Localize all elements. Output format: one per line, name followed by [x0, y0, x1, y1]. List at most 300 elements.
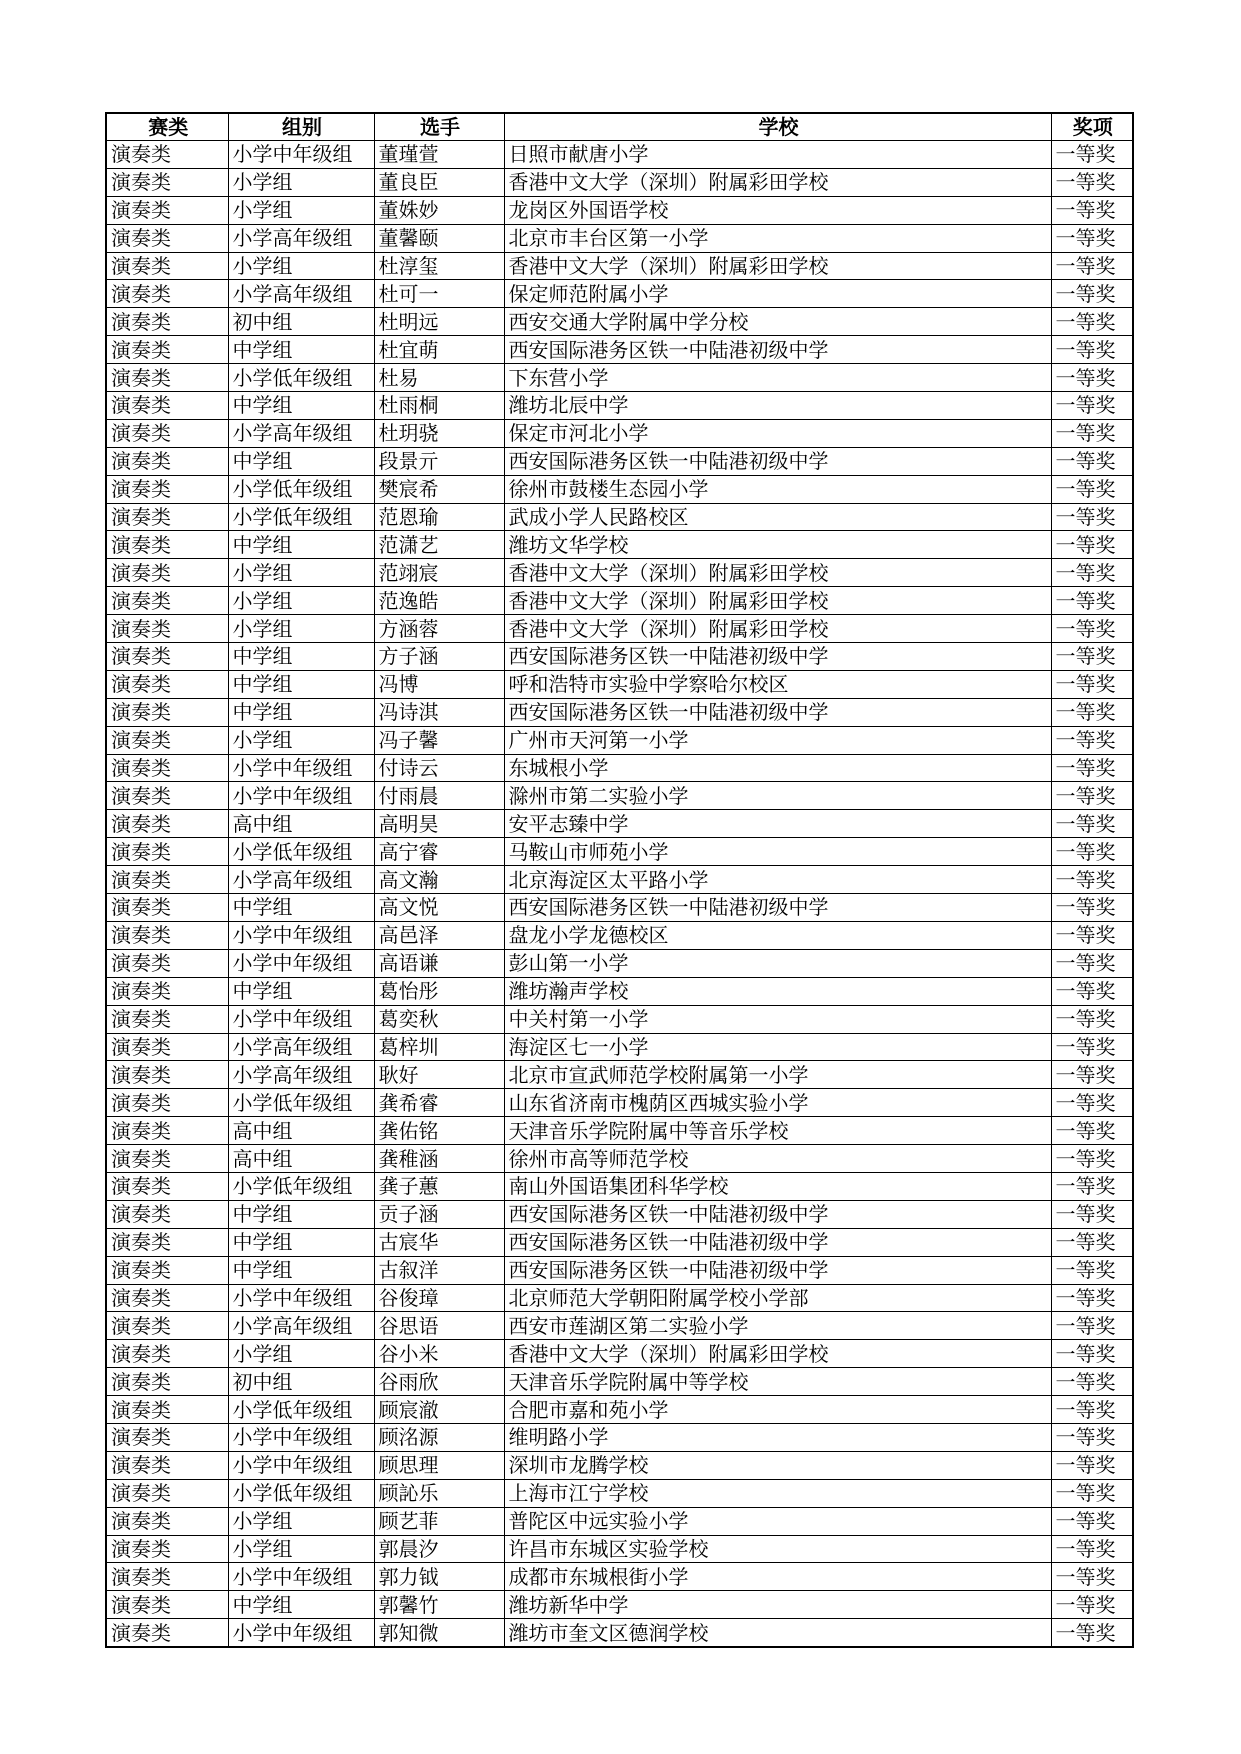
- school-cell: 西安交通大学附属中学分校: [504, 308, 1051, 336]
- school-cell: 日照市献唐小学: [504, 141, 1051, 169]
- table-row: [106, 1284, 1133, 1312]
- category-cell: 演奏类: [106, 1089, 228, 1117]
- category-cell: 演奏类: [106, 1535, 228, 1563]
- category-cell: 演奏类: [106, 252, 228, 280]
- group-cell: 中学组: [228, 1256, 374, 1284]
- school-cell: 香港中文大学（深圳）附属彩田学校: [504, 587, 1051, 615]
- award-cell: 一等奖: [1051, 949, 1133, 977]
- school-cell: 香港中文大学（深圳）附属彩田学校: [504, 252, 1051, 280]
- group-cell: 小学组: [228, 1340, 374, 1368]
- group-cell: 中学组: [228, 447, 374, 475]
- table-row: [106, 224, 1133, 252]
- category-cell: 演奏类: [106, 224, 228, 252]
- table-row: [106, 754, 1133, 782]
- player-cell: 樊宸希: [374, 475, 504, 503]
- award-cell: 一等奖: [1051, 615, 1133, 643]
- school-cell: 南山外国语集团科华学校: [504, 1172, 1051, 1200]
- school-cell: 普陀区中远实验小学: [504, 1507, 1051, 1535]
- school-cell: 武成小学人民路校区: [504, 503, 1051, 531]
- table-row: [106, 1340, 1133, 1368]
- player-cell: 贡子涵: [374, 1200, 504, 1228]
- table-row: [106, 196, 1133, 224]
- category-cell: 演奏类: [106, 782, 228, 810]
- group-cell: 高中组: [228, 1117, 374, 1145]
- player-cell: 杜可一: [374, 280, 504, 308]
- table-row: [106, 1396, 1133, 1424]
- award-cell: 一等奖: [1051, 643, 1133, 671]
- school-cell: 北京市宣武师范学校附属第一小学: [504, 1061, 1051, 1089]
- award-table: [105, 112, 1134, 1648]
- award-cell: 一等奖: [1051, 392, 1133, 420]
- player-cell: 杜易: [374, 364, 504, 392]
- school-cell: 保定师范附属小学: [504, 280, 1051, 308]
- header-player: 选手: [374, 113, 504, 141]
- table-row: [106, 838, 1133, 866]
- table-row: [106, 1563, 1133, 1591]
- table-row: [106, 1005, 1133, 1033]
- group-cell: 小学高年级组: [228, 280, 374, 308]
- group-cell: 小学低年级组: [228, 838, 374, 866]
- school-cell: 山东省济南市槐荫区西城实验小学: [504, 1089, 1051, 1117]
- school-cell: 香港中文大学（深圳）附属彩田学校: [504, 615, 1051, 643]
- school-cell: 徐州市高等师范学校: [504, 1145, 1051, 1173]
- player-cell: 高明昊: [374, 810, 504, 838]
- player-cell: 顾宸澈: [374, 1396, 504, 1424]
- player-cell: 冯诗淇: [374, 698, 504, 726]
- award-cell: 一等奖: [1051, 196, 1133, 224]
- school-cell: 天津音乐学院附属中等学校: [504, 1368, 1051, 1396]
- table-row: [106, 894, 1133, 922]
- school-cell: 西安国际港务区铁一中陆港初级中学: [504, 1256, 1051, 1284]
- school-cell: 合肥市嘉和苑小学: [504, 1396, 1051, 1424]
- player-cell: 古宸华: [374, 1228, 504, 1256]
- category-cell: 演奏类: [106, 866, 228, 894]
- school-cell: 北京师范大学朝阳附属学校小学部: [504, 1284, 1051, 1312]
- table-body: [106, 141, 1133, 1648]
- group-cell: 高中组: [228, 1145, 374, 1173]
- player-cell: 郭晨汐: [374, 1535, 504, 1563]
- table-row: [106, 810, 1133, 838]
- award-cell: 一等奖: [1051, 308, 1133, 336]
- award-cell: 一等奖: [1051, 252, 1133, 280]
- table-row: [106, 1423, 1133, 1451]
- school-cell: 西安国际港务区铁一中陆港初级中学: [504, 698, 1051, 726]
- table-row: [106, 1256, 1133, 1284]
- table-row: [106, 1535, 1133, 1563]
- player-cell: 顾艺菲: [374, 1507, 504, 1535]
- player-cell: 冯子馨: [374, 726, 504, 754]
- school-cell: 香港中文大学（深圳）附属彩田学校: [504, 559, 1051, 587]
- award-cell: 一等奖: [1051, 1228, 1133, 1256]
- table-row: [106, 977, 1133, 1005]
- group-cell: 小学低年级组: [228, 364, 374, 392]
- category-cell: 演奏类: [106, 894, 228, 922]
- award-cell: 一等奖: [1051, 1591, 1133, 1619]
- group-cell: 中学组: [228, 670, 374, 698]
- header-group: 组别: [228, 113, 374, 141]
- table-row: [106, 419, 1133, 447]
- school-cell: 广州市天河第一小学: [504, 726, 1051, 754]
- category-cell: 演奏类: [106, 1591, 228, 1619]
- player-cell: 杜雨桐: [374, 392, 504, 420]
- player-cell: 冯博: [374, 670, 504, 698]
- group-cell: 小学低年级组: [228, 1089, 374, 1117]
- category-cell: 演奏类: [106, 921, 228, 949]
- header-category: 赛类: [106, 113, 228, 141]
- table-row: [106, 1312, 1133, 1340]
- player-cell: 段景亓: [374, 447, 504, 475]
- table-row: [106, 1591, 1133, 1619]
- group-cell: 小学低年级组: [228, 1479, 374, 1507]
- school-cell: 西安国际港务区铁一中陆港初级中学: [504, 336, 1051, 364]
- category-cell: 演奏类: [106, 1172, 228, 1200]
- player-cell: 董馨颐: [374, 224, 504, 252]
- group-cell: 小学中年级组: [228, 754, 374, 782]
- player-cell: 高文悦: [374, 894, 504, 922]
- group-cell: 小学中年级组: [228, 921, 374, 949]
- group-cell: 小学低年级组: [228, 475, 374, 503]
- award-cell: 一等奖: [1051, 475, 1133, 503]
- school-cell: 北京市丰台区第一小学: [504, 224, 1051, 252]
- player-cell: 谷雨欣: [374, 1368, 504, 1396]
- award-cell: 一等奖: [1051, 1563, 1133, 1591]
- player-cell: 杜明远: [374, 308, 504, 336]
- category-cell: 演奏类: [106, 1200, 228, 1228]
- school-cell: 许昌市东城区实验学校: [504, 1535, 1051, 1563]
- group-cell: 小学高年级组: [228, 224, 374, 252]
- category-cell: 演奏类: [106, 168, 228, 196]
- school-cell: 西安国际港务区铁一中陆港初级中学: [504, 643, 1051, 671]
- category-cell: 演奏类: [106, 838, 228, 866]
- group-cell: 小学低年级组: [228, 1172, 374, 1200]
- award-cell: 一等奖: [1051, 1033, 1133, 1061]
- table-row: [106, 1479, 1133, 1507]
- school-cell: 东城根小学: [504, 754, 1051, 782]
- school-cell: 潍坊文华学校: [504, 531, 1051, 559]
- player-cell: 顾思理: [374, 1451, 504, 1479]
- player-cell: 耿好: [374, 1061, 504, 1089]
- school-cell: 香港中文大学（深圳）附属彩田学校: [504, 168, 1051, 196]
- category-cell: 演奏类: [106, 1228, 228, 1256]
- category-cell: 演奏类: [106, 196, 228, 224]
- group-cell: 小学组: [228, 726, 374, 754]
- table-row: [106, 364, 1133, 392]
- award-cell: 一等奖: [1051, 754, 1133, 782]
- award-cell: 一等奖: [1051, 364, 1133, 392]
- header-school: 学校: [504, 113, 1051, 141]
- player-cell: 董瑾萱: [374, 141, 504, 169]
- group-cell: 小学中年级组: [228, 1619, 374, 1647]
- group-cell: 小学中年级组: [228, 1284, 374, 1312]
- table-row: [106, 531, 1133, 559]
- school-cell: 潍坊瀚声学校: [504, 977, 1051, 1005]
- school-cell: 潍坊新华中学: [504, 1591, 1051, 1619]
- group-cell: 中学组: [228, 977, 374, 1005]
- category-cell: 演奏类: [106, 977, 228, 1005]
- school-cell: 维明路小学: [504, 1423, 1051, 1451]
- category-cell: 演奏类: [106, 949, 228, 977]
- award-cell: 一等奖: [1051, 1145, 1133, 1173]
- award-cell: 一等奖: [1051, 1089, 1133, 1117]
- table-row: [106, 308, 1133, 336]
- table-row: [106, 1033, 1133, 1061]
- player-cell: 付雨晨: [374, 782, 504, 810]
- school-cell: 安平志臻中学: [504, 810, 1051, 838]
- group-cell: 小学组: [228, 196, 374, 224]
- category-cell: 演奏类: [106, 559, 228, 587]
- player-cell: 谷小米: [374, 1340, 504, 1368]
- category-cell: 演奏类: [106, 698, 228, 726]
- category-cell: 演奏类: [106, 336, 228, 364]
- award-cell: 一等奖: [1051, 698, 1133, 726]
- player-cell: 郭力钺: [374, 1563, 504, 1591]
- table-row: [106, 1145, 1133, 1173]
- player-cell: 范恩瑜: [374, 503, 504, 531]
- group-cell: 小学组: [228, 1535, 374, 1563]
- player-cell: 谷思语: [374, 1312, 504, 1340]
- school-cell: 北京海淀区太平路小学: [504, 866, 1051, 894]
- table-row: [106, 670, 1133, 698]
- group-cell: 初中组: [228, 308, 374, 336]
- school-cell: 西安市莲湖区第二实验小学: [504, 1312, 1051, 1340]
- school-cell: 潍坊北辰中学: [504, 392, 1051, 420]
- award-cell: 一等奖: [1051, 1423, 1133, 1451]
- award-cell: 一等奖: [1051, 838, 1133, 866]
- player-cell: 杜玥骁: [374, 419, 504, 447]
- award-cell: 一等奖: [1051, 168, 1133, 196]
- award-cell: 一等奖: [1051, 977, 1133, 1005]
- category-cell: 演奏类: [106, 1619, 228, 1647]
- table-row: [106, 141, 1133, 169]
- award-cell: 一等奖: [1051, 224, 1133, 252]
- category-cell: 演奏类: [106, 615, 228, 643]
- table-row: [106, 447, 1133, 475]
- group-cell: 小学中年级组: [228, 141, 374, 169]
- group-cell: 小学中年级组: [228, 782, 374, 810]
- player-cell: 郭知微: [374, 1619, 504, 1647]
- table-row: [106, 503, 1133, 531]
- school-cell: 香港中文大学（深圳）附属彩田学校: [504, 1340, 1051, 1368]
- table-row: [106, 1200, 1133, 1228]
- category-cell: 演奏类: [106, 280, 228, 308]
- header-award: 奖项: [1051, 113, 1133, 141]
- award-cell: 一等奖: [1051, 670, 1133, 698]
- award-cell: 一等奖: [1051, 1451, 1133, 1479]
- school-cell: 西安国际港务区铁一中陆港初级中学: [504, 447, 1051, 475]
- school-cell: 马鞍山市师苑小学: [504, 838, 1051, 866]
- player-cell: 龚稚涵: [374, 1145, 504, 1173]
- school-cell: 潍坊市奎文区德润学校: [504, 1619, 1051, 1647]
- group-cell: 中学组: [228, 336, 374, 364]
- category-cell: 演奏类: [106, 726, 228, 754]
- player-cell: 谷俊璋: [374, 1284, 504, 1312]
- table-row: [106, 392, 1133, 420]
- award-cell: 一等奖: [1051, 1172, 1133, 1200]
- school-cell: 西安国际港务区铁一中陆港初级中学: [504, 1228, 1051, 1256]
- player-cell: 顾訫乐: [374, 1479, 504, 1507]
- school-cell: 西安国际港务区铁一中陆港初级中学: [504, 1200, 1051, 1228]
- player-cell: 龚佑铭: [374, 1117, 504, 1145]
- table-row: [106, 280, 1133, 308]
- award-cell: 一等奖: [1051, 1340, 1133, 1368]
- table-header-row: [106, 113, 1133, 141]
- player-cell: 高邑泽: [374, 921, 504, 949]
- player-cell: 高语谦: [374, 949, 504, 977]
- player-cell: 龚子蕙: [374, 1172, 504, 1200]
- category-cell: 演奏类: [106, 810, 228, 838]
- player-cell: 董良臣: [374, 168, 504, 196]
- award-cell: 一等奖: [1051, 587, 1133, 615]
- award-cell: 一等奖: [1051, 1507, 1133, 1535]
- award-cell: 一等奖: [1051, 503, 1133, 531]
- category-cell: 演奏类: [106, 1396, 228, 1424]
- group-cell: 中学组: [228, 1200, 374, 1228]
- award-cell: 一等奖: [1051, 1117, 1133, 1145]
- table-row: [106, 615, 1133, 643]
- category-cell: 演奏类: [106, 447, 228, 475]
- group-cell: 中学组: [228, 392, 374, 420]
- school-cell: 徐州市鼓楼生态园小学: [504, 475, 1051, 503]
- award-cell: 一等奖: [1051, 1368, 1133, 1396]
- player-cell: 顾洺源: [374, 1423, 504, 1451]
- group-cell: 小学中年级组: [228, 1005, 374, 1033]
- group-cell: 小学低年级组: [228, 1396, 374, 1424]
- award-cell: 一等奖: [1051, 280, 1133, 308]
- table-row: [106, 921, 1133, 949]
- category-cell: 演奏类: [106, 1479, 228, 1507]
- award-cell: 一等奖: [1051, 1535, 1133, 1563]
- player-cell: 郭馨竹: [374, 1591, 504, 1619]
- group-cell: 初中组: [228, 1368, 374, 1396]
- group-cell: 小学组: [228, 615, 374, 643]
- group-cell: 小学高年级组: [228, 1061, 374, 1089]
- school-cell: 滁州市第二实验小学: [504, 782, 1051, 810]
- category-cell: 演奏类: [106, 1451, 228, 1479]
- group-cell: 中学组: [228, 1591, 374, 1619]
- award-cell: 一等奖: [1051, 1005, 1133, 1033]
- category-cell: 演奏类: [106, 392, 228, 420]
- table-row: [106, 1228, 1133, 1256]
- group-cell: 小学高年级组: [228, 1312, 374, 1340]
- player-cell: 范翊宸: [374, 559, 504, 587]
- category-cell: 演奏类: [106, 141, 228, 169]
- table-row: [106, 1172, 1133, 1200]
- group-cell: 小学组: [228, 252, 374, 280]
- award-cell: 一等奖: [1051, 1061, 1133, 1089]
- category-cell: 演奏类: [106, 1256, 228, 1284]
- category-cell: 演奏类: [106, 1340, 228, 1368]
- school-cell: 龙岗区外国语学校: [504, 196, 1051, 224]
- school-cell: 盘龙小学龙德校区: [504, 921, 1051, 949]
- school-cell: 天津音乐学院附属中等音乐学校: [504, 1117, 1051, 1145]
- school-cell: 海淀区七一小学: [504, 1033, 1051, 1061]
- player-cell: 高文瀚: [374, 866, 504, 894]
- school-cell: 呼和浩特市实验中学察哈尔校区: [504, 670, 1051, 698]
- player-cell: 葛奕秋: [374, 1005, 504, 1033]
- table-row: [106, 1507, 1133, 1535]
- category-cell: 演奏类: [106, 1507, 228, 1535]
- school-cell: 上海市江宁学校: [504, 1479, 1051, 1507]
- table-row: [106, 782, 1133, 810]
- award-cell: 一等奖: [1051, 782, 1133, 810]
- award-cell: 一等奖: [1051, 894, 1133, 922]
- table-row: [106, 949, 1133, 977]
- group-cell: 小学中年级组: [228, 1451, 374, 1479]
- player-cell: 方涵蓉: [374, 615, 504, 643]
- group-cell: 小学高年级组: [228, 419, 374, 447]
- table-row: [106, 336, 1133, 364]
- player-cell: 葛怡彤: [374, 977, 504, 1005]
- category-cell: 演奏类: [106, 308, 228, 336]
- table-row: [106, 559, 1133, 587]
- player-cell: 付诗云: [374, 754, 504, 782]
- table-row: [106, 252, 1133, 280]
- group-cell: 高中组: [228, 810, 374, 838]
- player-cell: 葛梓圳: [374, 1033, 504, 1061]
- category-cell: 演奏类: [106, 1423, 228, 1451]
- table-row: [106, 726, 1133, 754]
- table-row: [106, 1619, 1133, 1647]
- category-cell: 演奏类: [106, 1145, 228, 1173]
- table-row: [106, 1368, 1133, 1396]
- group-cell: 中学组: [228, 894, 374, 922]
- award-cell: 一等奖: [1051, 1396, 1133, 1424]
- category-cell: 演奏类: [106, 587, 228, 615]
- category-cell: 演奏类: [106, 1061, 228, 1089]
- table-row: [106, 1451, 1133, 1479]
- category-cell: 演奏类: [106, 1312, 228, 1340]
- school-cell: 彭山第一小学: [504, 949, 1051, 977]
- group-cell: 中学组: [228, 1228, 374, 1256]
- category-cell: 演奏类: [106, 670, 228, 698]
- player-cell: 杜宜萌: [374, 336, 504, 364]
- award-cell: 一等奖: [1051, 559, 1133, 587]
- table-row: [106, 1117, 1133, 1145]
- table-row: [106, 587, 1133, 615]
- award-cell: 一等奖: [1051, 531, 1133, 559]
- group-cell: 小学低年级组: [228, 503, 374, 531]
- table-row: [106, 643, 1133, 671]
- category-cell: 演奏类: [106, 1284, 228, 1312]
- award-cell: 一等奖: [1051, 1312, 1133, 1340]
- award-cell: 一等奖: [1051, 810, 1133, 838]
- player-cell: 董姝妙: [374, 196, 504, 224]
- school-cell: 成都市东城根街小学: [504, 1563, 1051, 1591]
- category-cell: 演奏类: [106, 754, 228, 782]
- category-cell: 演奏类: [106, 531, 228, 559]
- table-row: [106, 866, 1133, 894]
- group-cell: 小学组: [228, 587, 374, 615]
- award-cell: 一等奖: [1051, 1284, 1133, 1312]
- school-cell: 下东营小学: [504, 364, 1051, 392]
- group-cell: 小学高年级组: [228, 866, 374, 894]
- school-cell: 保定市河北小学: [504, 419, 1051, 447]
- table-row: [106, 1061, 1133, 1089]
- table-row: [106, 168, 1133, 196]
- award-cell: 一等奖: [1051, 336, 1133, 364]
- group-cell: 小学中年级组: [228, 949, 374, 977]
- group-cell: 小学中年级组: [228, 1563, 374, 1591]
- group-cell: 小学高年级组: [228, 1033, 374, 1061]
- award-cell: 一等奖: [1051, 1256, 1133, 1284]
- player-cell: 方子涵: [374, 643, 504, 671]
- school-cell: 中关村第一小学: [504, 1005, 1051, 1033]
- category-cell: 演奏类: [106, 1005, 228, 1033]
- category-cell: 演奏类: [106, 503, 228, 531]
- category-cell: 演奏类: [106, 1368, 228, 1396]
- school-cell: 西安国际港务区铁一中陆港初级中学: [504, 894, 1051, 922]
- award-cell: 一等奖: [1051, 419, 1133, 447]
